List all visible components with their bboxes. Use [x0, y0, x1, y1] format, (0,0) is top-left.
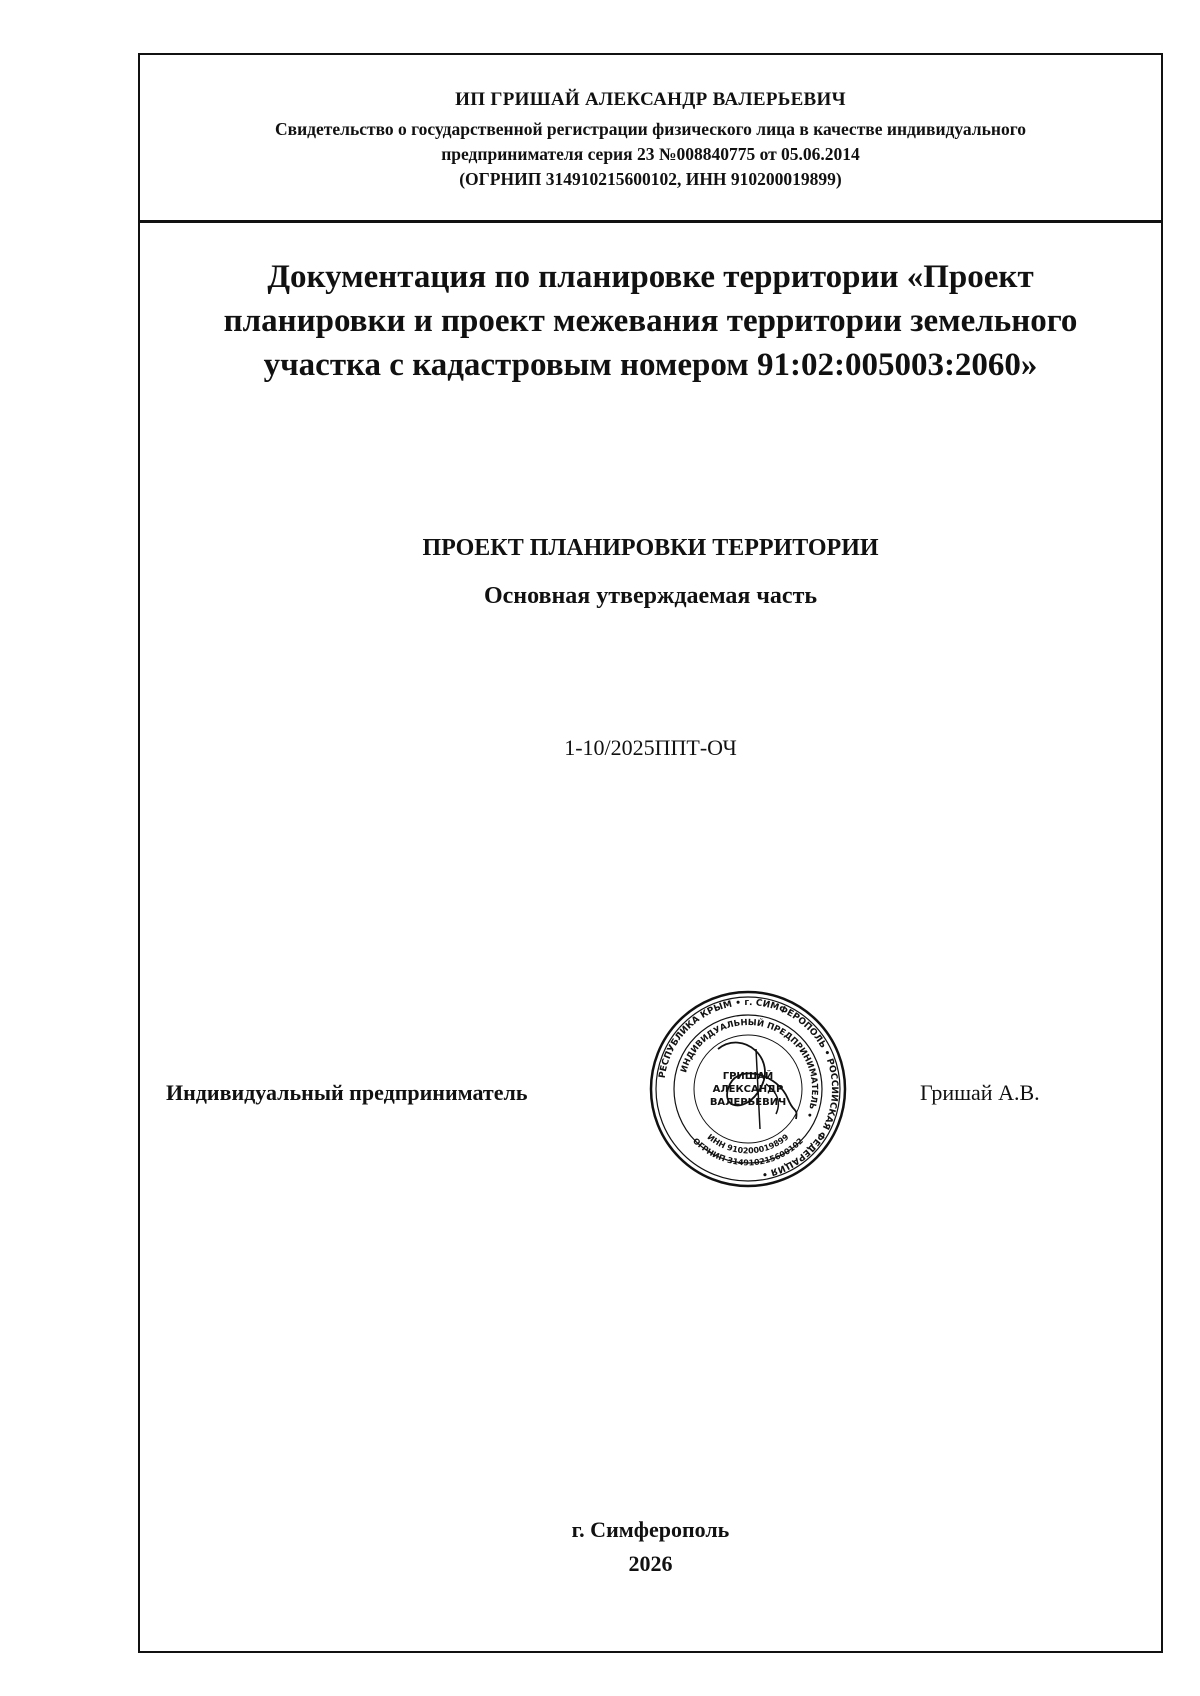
year: 2026: [628, 1551, 673, 1576]
seal-center-line-2: АЛЕКСАНДР: [712, 1084, 784, 1095]
seal-ogrnip: ОГРНИП 314910215600102: [691, 1136, 805, 1168]
registration-line-2: предпринимателя серия 23 №008840775 от 05.06.2014: [441, 144, 860, 164]
official-seal: [648, 989, 848, 1189]
seal-inn: ИНН 910200019899: [705, 1132, 791, 1156]
seal-center-line-1: ГРИШАЙ: [722, 1071, 774, 1082]
document-code: 1-10/2025ППТ-ОЧ: [564, 735, 737, 760]
signer-name: Гришай А.В.: [920, 1080, 1040, 1105]
registration-line-3: (ОГРНИП 314910215600102, ИНН 910200019899): [459, 169, 842, 189]
registration-line-1: Свидетельство о государственной регистрации физического лица в качестве индивидуального: [275, 119, 1026, 139]
section-title: ПРОЕКТ ПЛАНИРОВКИ ТЕРРИТОРИИ: [422, 535, 879, 561]
signer-role: Индивидуальный предприниматель: [166, 1080, 528, 1105]
seal-inner-text: ИНДИВИДУАЛЬНЫЙ ПРЕДПРИНИМАТЕЛЬ •: [679, 1017, 820, 1120]
document-title: [160, 255, 1141, 387]
section-subtitle: Основная утверждаемая часть: [483, 583, 818, 609]
document-title-line-3: участка с кадастровым номером 91:02:005003:2060»: [263, 347, 1038, 383]
document-frame: [138, 53, 1163, 1653]
seal-outer-text: РЕСПУБЛИКА КРЫМ • г. СИМФЕРОПОЛЬ • РОССИЙСКАЯ ФЕДЕРАЦИЯ •: [657, 997, 840, 1179]
header-block: [140, 55, 1161, 223]
seal-center-line-3: ВАЛЕРЬЕВИЧ: [709, 1097, 787, 1108]
document-title-line-2: планировки и проект межевания территории земельного: [223, 303, 1078, 339]
document-title-line-1: Документация по планировке территории «Проект: [267, 259, 1034, 295]
city: г. Симферополь: [571, 1517, 730, 1542]
company-name: ИП ГРИШАЙ АЛЕКСАНДР ВАЛЕРЬЕВИЧ: [455, 89, 846, 110]
